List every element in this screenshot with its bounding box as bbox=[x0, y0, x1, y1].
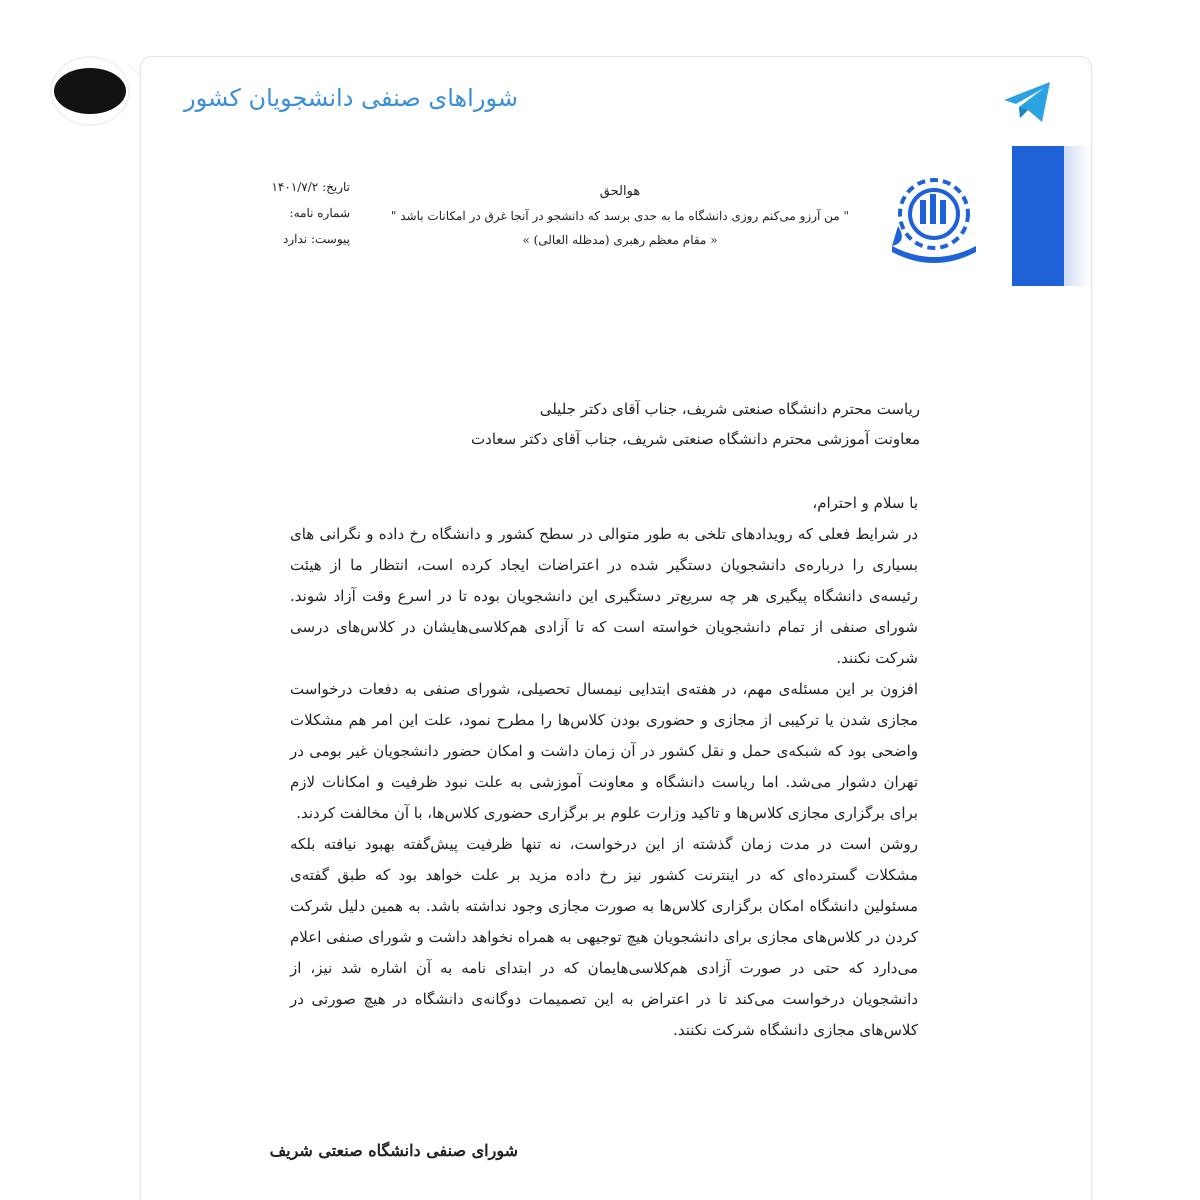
letter-bismillah: هوالحق bbox=[599, 184, 641, 199]
recipient-line: ریاست محترم دانشگاه صنعتی شریف، جناب آقای دکتر جلیلی bbox=[539, 400, 920, 418]
letter-accent-bar bbox=[1012, 146, 1064, 286]
letter-date-label: تاریخ: bbox=[322, 180, 350, 194]
telegram-icon[interactable] bbox=[1000, 78, 1056, 126]
channel-avatar[interactable] bbox=[52, 58, 128, 124]
recipient-line: معاونت آموزشی محترم دانشگاه صنعتی شریف، جناب آقای دکتر سعادت bbox=[471, 430, 920, 448]
letter-signature: شورای صنفی دانشگاه صنعتی شریف bbox=[269, 1141, 518, 1160]
letter-accent-fade bbox=[1064, 146, 1090, 286]
letter-quote: " من آرزو می‌کنم روزی دانشگاه ما به حدی برسد که دانشجو در آنجا غرق در امکانات باشد " bbox=[390, 209, 850, 223]
letter-paragraph: روشن است در مدت زمان گذشته از این درخواست، نه تنها ظرفیت پیش‌گفته بهبود نیافته بلکه مشکلات گسترده‌ای که در اینترنت کشور نیز رخ داده مزید بر علت خواهد بود که طبق گفته‌ی مسئولین دانشگاه امکان برگزاری کلاس‌ها به صورت مجازی وجود نداشته باشد. به همین دلیل شرکت کردن در کلاس‌های مجازی برای دانشجویان هیچ توجیهی به همراه نخواهد داشت و شورای صنفی اعلام می‌دارد که حتی در صورت آزادی هم‌کلاسی‌هایمان که در ابتدای نامه به آن اشاره شد نیز، از دانشجویان درخواست می‌کند تا در اعتراض به این تصمیمات دوگانه‌ی دانشگاه در هیچ صورتی در کلاس‌های مجازی دانشگاه شرکت نکنند. bbox=[290, 835, 918, 1039]
letter-greeting: با سلام و احترام، bbox=[812, 494, 918, 512]
letter-header bbox=[360, 180, 880, 252]
letter-number: شماره نامه: bbox=[289, 206, 350, 220]
letter-meta bbox=[210, 174, 350, 252]
letter-quote-source: « مقام معظم رهبری (مدظله العالی) » bbox=[522, 233, 718, 247]
letter-paragraph: در شرایط فعلی که رویدادهای تلخی به طور متوالی در سطح کشور و دانشگاه رخ داده و نگرانی های بسیاری را درباره‌ی دانشجویان دستگیر شده در اعتراضات ایجاد کرده است، انتظار ما از هیئت رئیسه‌ی دانشگاه پیگیری هر چه سریع‌تر دستگیری این دانشجویان بوده تا در اسرع وقت آزاد شوند. شورای صنفی از تمام دانشجویان خواسته است که تا آزادی هم‌کلاسی‌هایشان در کلاس‌های درسی شرکت نکنند. bbox=[290, 525, 918, 667]
letter-date-value: ۱۴۰۱/۷/۲ bbox=[271, 180, 319, 194]
channel-avatar-icon bbox=[54, 68, 126, 114]
letter-paragraph: افزون بر این مسئله‌ی مهم، در هفته‌ی ابتدایی نیمسال تحصیلی، شورای صنفی به دفعات درخواست مجازی شدن یا ترکیبی از مجازی و حضوری بودن کلاس‌ها را مطرح نمود، علت این امر هم مشکلات واضحی بود که شبکه‌ی حمل و نقل کشور در آن زمان داشت و امکان حضور دانشجویان غیر بومی در تهران دشوار می‌شد. اما ریاست دانشگاه و معاونت آموزشی به علت نبود ظرفیت و امکانات لازم برای برگزاری مجازی کلاس‌ها و تاکید وزارت علوم بر برگزاری حضوری کلاس‌ها، با آن مخالفت کردند. bbox=[290, 680, 918, 822]
letter-body bbox=[290, 488, 918, 1046]
student-council-logo bbox=[878, 166, 990, 278]
letter-attachment: پیوست: ندارد bbox=[283, 232, 350, 246]
letter-recipients bbox=[420, 394, 920, 454]
letter-date-row bbox=[210, 174, 350, 200]
channel-title[interactable]: شوراهای صنفی دانشجویان کشور bbox=[184, 84, 518, 112]
